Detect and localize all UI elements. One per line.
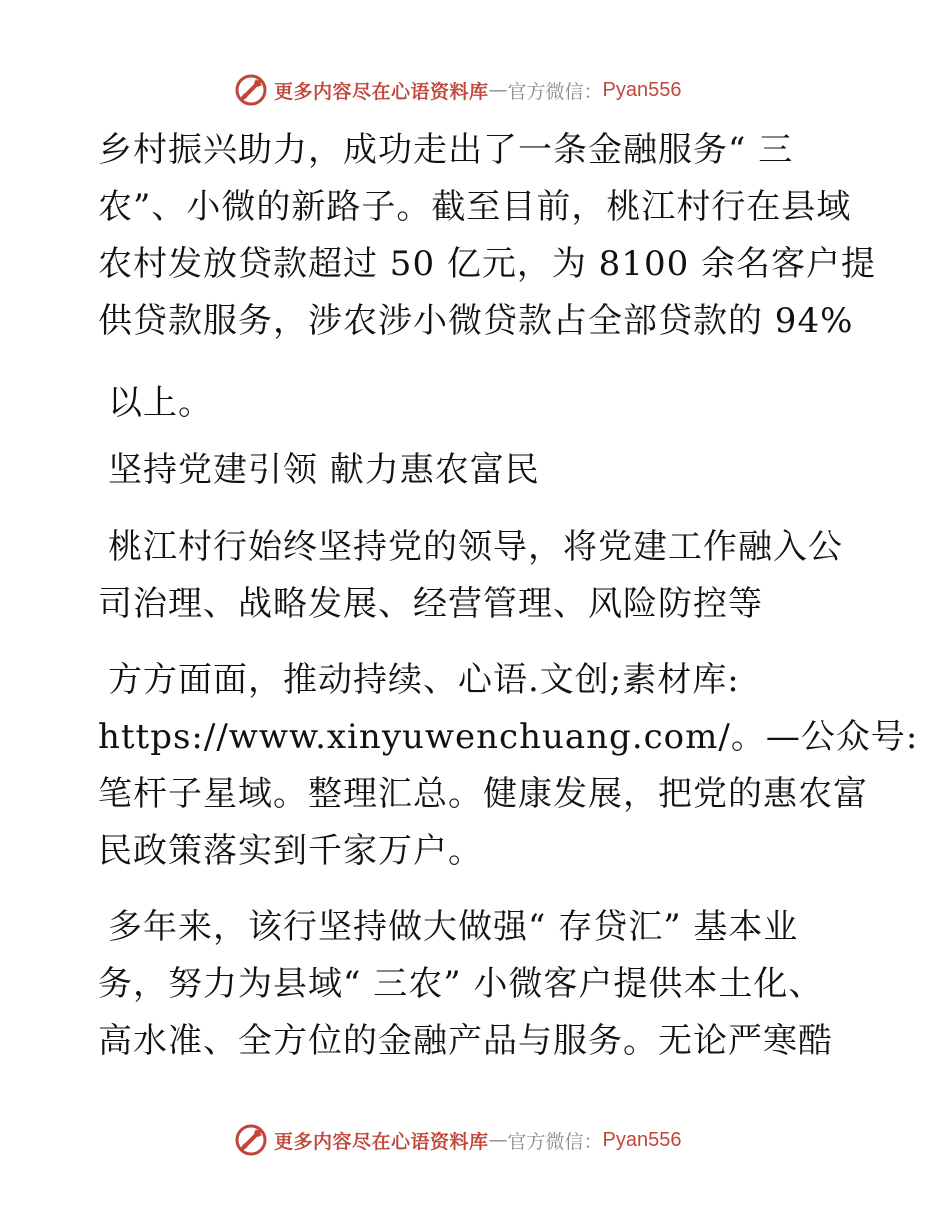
section-heading: 坚持党建引领 献力惠农富民	[108, 450, 540, 490]
banner-brand-text: 更多内容尽在心语资料库	[274, 80, 489, 103]
body-line: 务，努力为县域“ 三农” 小微客户提供本土化、	[98, 964, 824, 1004]
body-line-url: https://www.xinyuwenchuang.com/。—公众号:	[98, 717, 919, 757]
banner-wechat-id: Pyan556	[602, 78, 682, 101]
body-line: 方方面面，推动持续、心语.文创;素材库:	[108, 660, 740, 700]
body-line: 农村发放贷款超过 50 亿元，为 8100 余名客户提	[98, 244, 877, 284]
body-line: 高水准、全方位的金融产品与服务。无论严寒酷	[98, 1021, 833, 1061]
brand-logo-icon	[234, 73, 268, 107]
footer-banner	[234, 1122, 682, 1158]
banner-wechat-label: 官方微信：	[507, 80, 603, 103]
body-line: 以上。	[108, 383, 213, 423]
banner-wechat-id: Pyan556	[602, 1128, 682, 1151]
body-line: 农”、小微的新路子。截至目前，桃江村行在县域	[98, 187, 852, 227]
body-line: 乡村振兴助力，成功走出了一条金融服务“ 三	[98, 130, 794, 170]
body-line: 多年来，该行坚持做大做强“ 存贷汇” 基本业	[108, 907, 799, 947]
body-line: 供贷款服务，涉农涉小微贷款占全部贷款的 94%	[98, 301, 854, 341]
brand-logo-icon	[234, 1123, 268, 1157]
body-line: 笔杆子星域。整理汇总。健康发展，把党的惠农富	[98, 774, 868, 814]
banner-wechat-label: 官方微信：	[507, 1130, 603, 1153]
body-line: 桃江村行始终坚持党的领导，将党建工作融入公	[108, 527, 843, 567]
body-line: 民政策落实到千家万户。	[98, 831, 483, 871]
banner-separator: —	[488, 79, 508, 101]
banner-brand-text: 更多内容尽在心语资料库	[274, 1130, 489, 1153]
header-banner	[234, 72, 682, 108]
banner-separator: —	[488, 1129, 508, 1151]
body-line: 司治理、战略发展、经营管理、风险防控等	[98, 584, 763, 624]
